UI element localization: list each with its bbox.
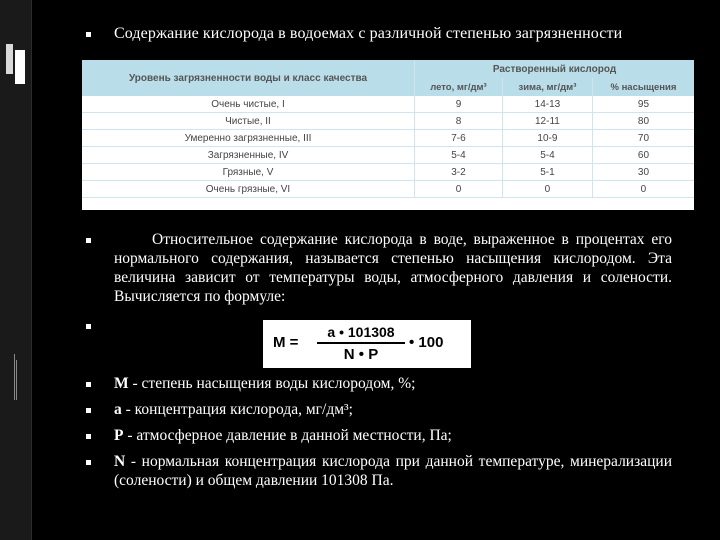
table-cell-winter: 0 [502,181,592,198]
bullet-icon [86,324,91,329]
table-cell-saturation: 95 [592,96,694,113]
bullet-icon [86,460,91,465]
definition-symbol: M [114,375,129,392]
table-header-summer: лето, мг/дм³ [415,78,503,96]
definition-item [114,452,672,490]
table-header-saturation: % насыщения [592,78,694,96]
formula-denominator: N • P [343,346,379,363]
table-cell-quality: Очень чистые, I [82,96,415,113]
definition-symbol: a [114,401,122,418]
formula-numerator: a • 101308 [317,324,405,344]
definition-symbol: P [114,427,124,444]
table-cell-saturation: 30 [592,164,694,181]
table-cell-winter: 12-11 [502,113,592,130]
table-cell-summer: 8 [415,113,503,130]
table-header-oxygen: Растворенный кислород [415,60,695,78]
table-header-winter: зима, мг/дм³ [502,78,592,96]
table-cell-saturation: 70 [592,130,694,147]
paragraph-highlight: степенью насыщения кислородом [391,250,632,267]
table-cell-winter: 5-4 [502,147,592,164]
bullet-icon [86,32,91,37]
rail-accent-bar [15,50,25,84]
table-cell-saturation: 80 [592,113,694,130]
formula-suffix: ,где [429,352,454,369]
table-cell-summer: 5-4 [415,147,503,164]
table-cell-quality: Грязные, V [82,164,415,181]
table-cell-quality: Умеренно загрязненные, III [82,130,415,147]
table-cell-quality: Чистые, II [82,113,415,130]
table-cell-summer: 7-6 [415,130,503,147]
formula-fraction [317,324,405,363]
bullet-icon [86,382,91,387]
table-cell-winter: 5-1 [502,164,592,181]
saturation-paragraph [114,230,672,306]
bullet-icon [86,434,91,439]
table-cell-summer: 0 [415,181,503,198]
table-cell-quality: Загрязненные, IV [82,147,415,164]
table-cell-winter: 14-13 [502,96,592,113]
table-row [82,96,694,113]
paragraph-text: . Эта величина зависит от температуры воды, атмосферного давления и солености. Вычисляется по формуле: [114,250,672,305]
paragraph-text: Относительное содержание кислорода в воде, выраженное в процентах его нормального содержания, называется [114,231,672,267]
table-header-quality: Уровень загрязненности воды и класс качества [82,60,415,96]
table-cell-summer: 9 [415,96,503,113]
rail-accent-line [14,354,15,400]
rail-accent-line [16,360,17,400]
table-cell-summer: 3-2 [415,164,503,181]
slide-title: Содержание кислорода в водоемах с различной степенью загрязненности [114,25,623,42]
table-row [82,164,694,181]
table-row [82,113,694,130]
definition-item [114,374,672,393]
oxygen-table-grid [82,60,694,198]
table-cell-quality: Очень грязные, VI [82,181,415,198]
definition-item [114,400,672,419]
formula-multiplier: • 100 [409,334,444,351]
definition-symbol: N [114,453,126,470]
definition-text: - концентрация кислорода, мг/дм³; [121,401,353,418]
table-cell-saturation: 60 [592,147,694,164]
oxygen-table [82,60,694,210]
table-row [82,181,694,198]
table-cell-saturation: 0 [592,181,694,198]
formula-lhs: M = [273,334,299,351]
definition-text: - степень насыщения воды кислородом, %; [128,375,416,392]
rail-accent-bar [6,44,13,74]
definition-item [114,426,672,445]
table-row [82,147,694,164]
definition-text: - нормальная концентрация кислорода при данной температуре, минерализации (солености) и общем давлении 101308 Па. [114,453,672,489]
bullet-icon [86,238,91,243]
table-cell-winter: 10-9 [502,130,592,147]
definition-text: - атмосферное давление в данной местности, Па; [123,427,452,444]
bullet-icon [86,408,91,413]
table-row [82,130,694,147]
